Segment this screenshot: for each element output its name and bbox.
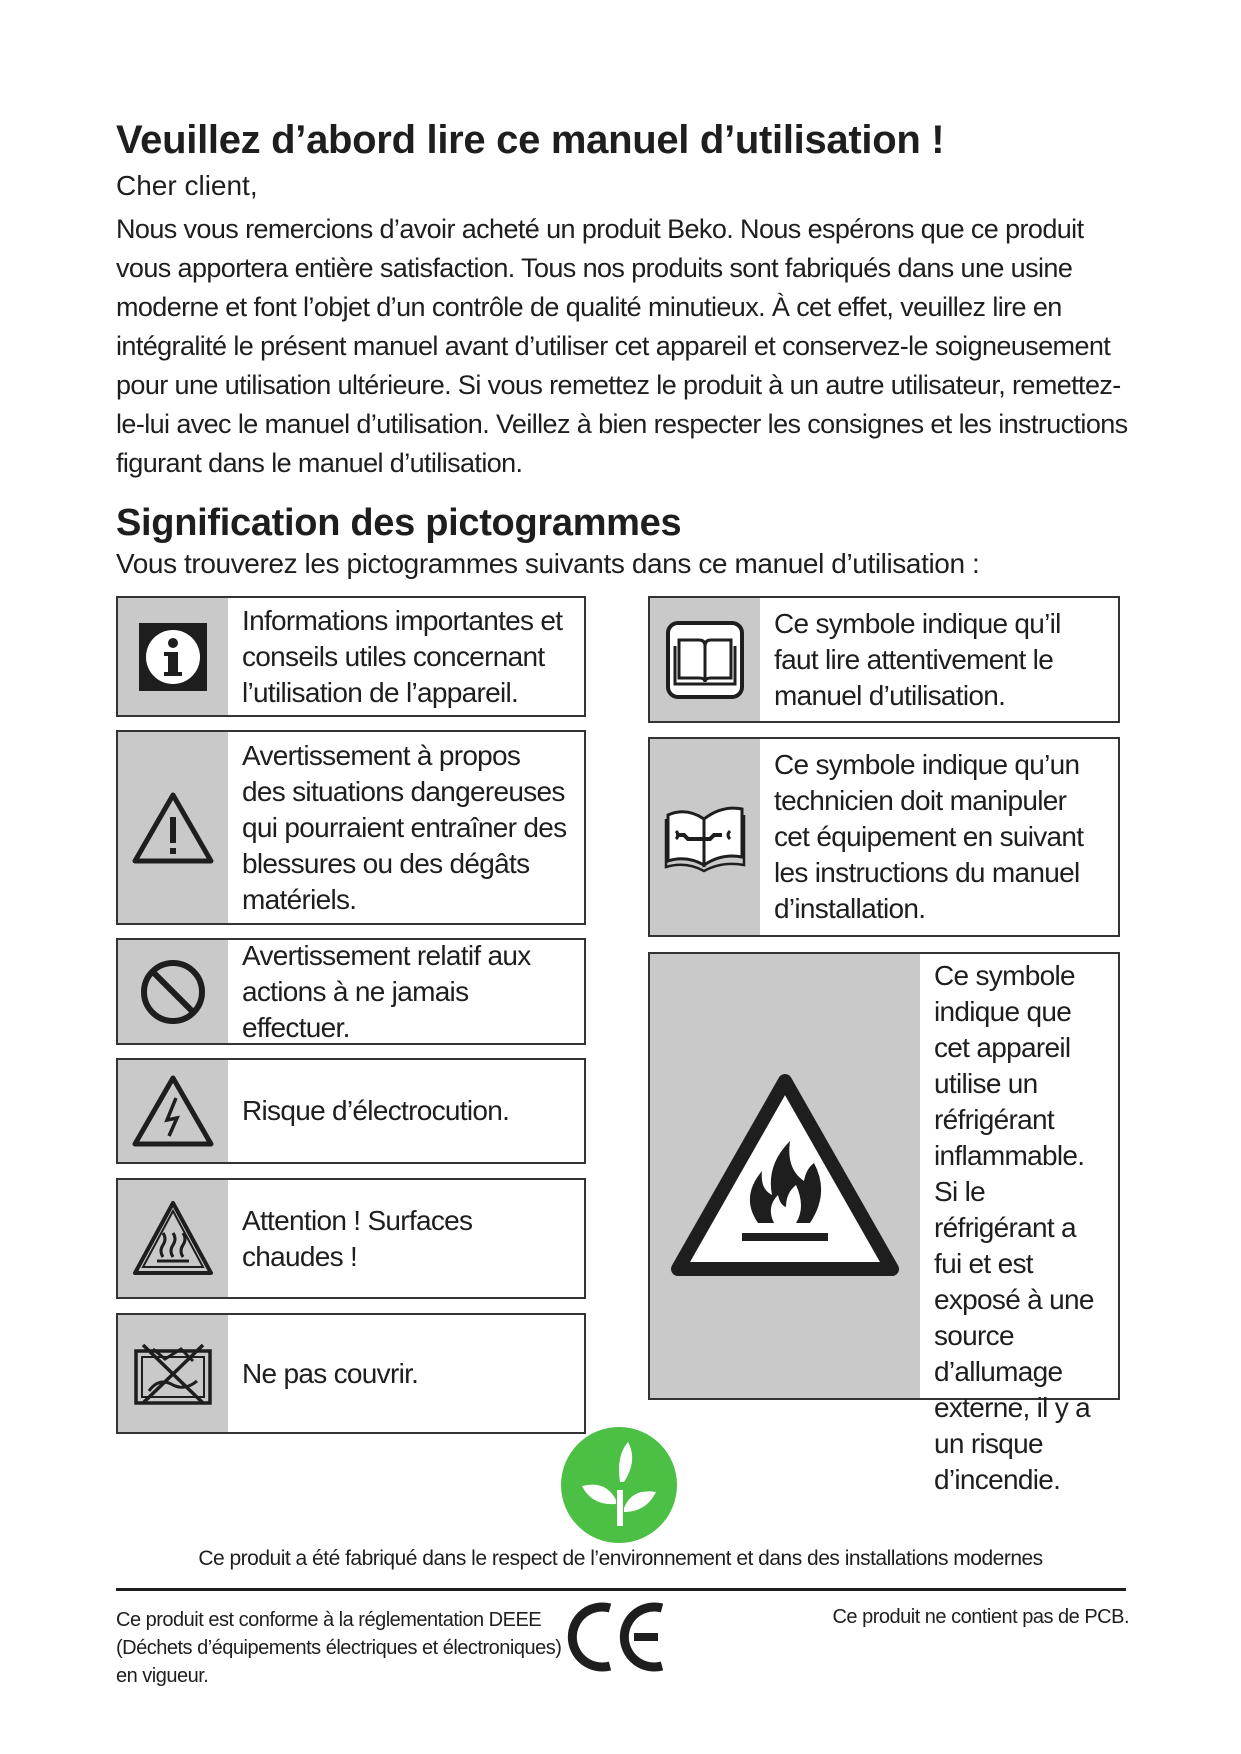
info-icon xyxy=(118,598,228,715)
technician-manual-icon xyxy=(650,739,760,935)
greeting: Cher client, xyxy=(116,170,258,201)
manual-book-icon xyxy=(650,598,760,721)
pictogram-text: Ne pas couvrir. xyxy=(242,1357,419,1389)
pictograms-heading: Signification des pictogrammes xyxy=(116,502,682,544)
pictogram-technician xyxy=(648,737,1120,937)
do-not-cover-icon xyxy=(118,1315,228,1432)
hot-surface-icon xyxy=(118,1180,228,1297)
prohibited-icon xyxy=(118,940,228,1043)
pictogram-text: Ce symbole indique qu’il faut lire attentivement le manuel d’utilisation. xyxy=(774,607,1061,711)
pictogram-text: Ce symbole indique qu’un technicien doit manipuler cet équipement en suivant les instructions du manuel d’installation. xyxy=(774,749,1084,924)
intro-paragraph: Nous vous remercions d’avoir acheté un produit Beko. Nous espérons que ce produit vous apportera entière satisfaction. Tous nos produits sont fabriqués dans une usine moderne et font l’objet d’un contrôle de qualité minutieux. À cet effet, veuillez lire en intégralité le présent manuel avant d’utiliser cet appareil et conservez-le soigneusement pour une utilisation ultérieure. Si vous remettez le produit à un autre utilisateur, remettez-le-lui avec le manuel d’utilisation. Veillez à bien respecter les consignes et les instructions figurant dans le manuel d’utilisation. xyxy=(116,214,1128,478)
pictogram-text: Informations importantes et conseils utiles concernant l’utilisation de l’appareil. xyxy=(242,604,563,708)
eco-leaf-icon xyxy=(560,1426,678,1549)
pictogram-text: Avertissement relatif aux actions à ne jamais effectuer. xyxy=(242,939,531,1043)
page-title: Veuillez d’abord lire ce manuel d’utilisation ! xyxy=(116,118,945,162)
pictogram-text: Ce symbole indique que cet appareil utilise un réfrigérant inflammable. Si le réfrigérant a fui et est exposé à une source d’allumage externe, il y a un risque d’incendie. xyxy=(934,960,1094,1495)
pictograms-intro: Vous trouverez les pictogrammes suivants dans ce manuel d’utilisation : xyxy=(116,548,980,579)
pictogram-hot xyxy=(116,1178,586,1299)
pictogram-electric xyxy=(116,1058,586,1164)
electric-shock-icon xyxy=(118,1060,228,1162)
pictogram-text: Risque d’électrocution. xyxy=(242,1095,510,1126)
eco-statement: Ce produit a été fabriqué dans le respect de l’environnement et dans des installations modernes xyxy=(198,1547,1043,1570)
pictogram-flammable xyxy=(648,952,1120,1495)
pictogram-manual xyxy=(648,596,1120,723)
pictogram-warning xyxy=(116,730,586,925)
pictogram-info xyxy=(116,596,586,717)
pictogram-text: Avertissement à propos des situations dangereuses qui pourraient entraîner des blessures ou des dégâts matériels. xyxy=(242,739,567,915)
warning-triangle-icon xyxy=(118,732,228,923)
ce-mark-icon xyxy=(566,1600,672,1679)
deee-statement: Ce produit est conforme à la réglementation DEEE (Déchets d’équipements électriques et électroniques) en vigueur. xyxy=(116,1609,562,1687)
divider xyxy=(116,1588,1126,1591)
pictogram-cover xyxy=(116,1313,586,1434)
flammable-icon xyxy=(650,954,920,1398)
pictogram-prohibited xyxy=(116,938,586,1045)
pcb-statement: Ce produit ne contient pas de PCB. xyxy=(832,1606,1129,1628)
pictogram-text: Attention ! Surfaces chaudes ! xyxy=(242,1204,473,1272)
